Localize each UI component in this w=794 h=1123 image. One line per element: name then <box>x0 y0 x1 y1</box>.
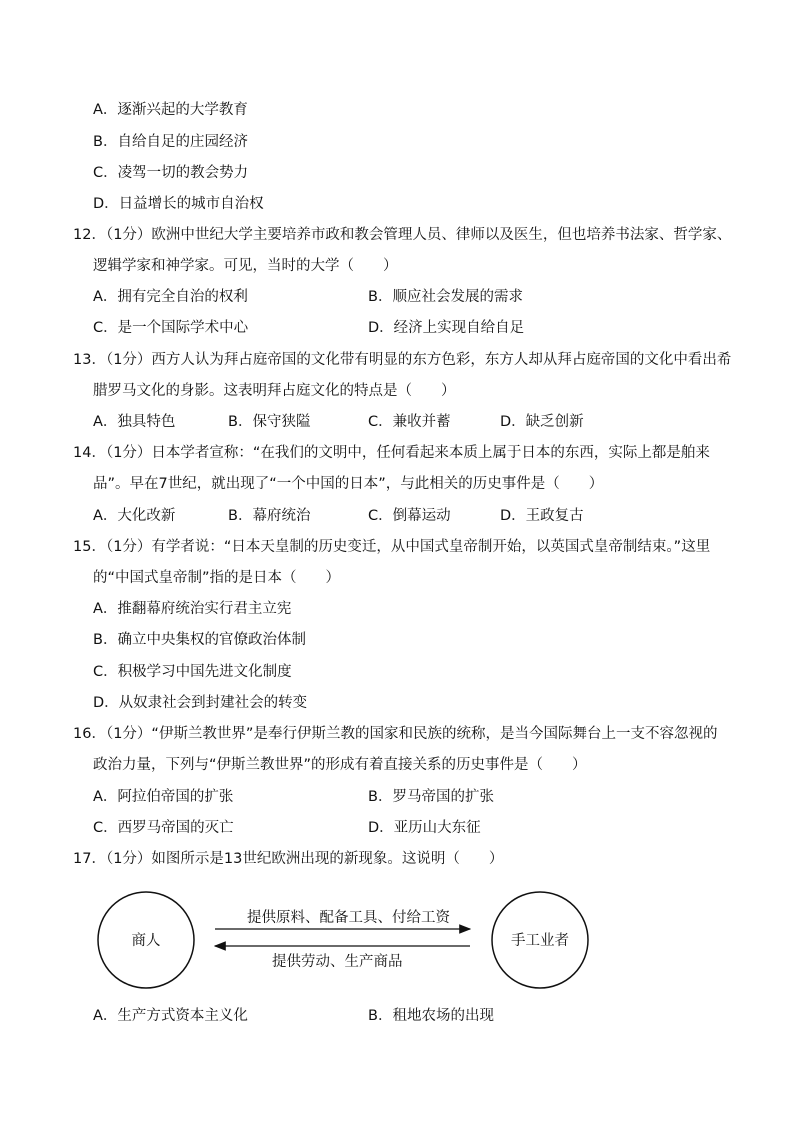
q12-stem-line1: 12．（1分）欧洲中世纪大学主要培养市政和教会管理人员、律师以及医生，但也培养书法家、哲学家、 <box>73 227 732 243</box>
q15-option-a: A．推翻幕府统治实行君主立宪 <box>93 601 292 617</box>
artisan-label: 手工业者 <box>511 933 569 949</box>
q16-option-a: A．阿拉伯帝国的扩张 <box>93 789 234 805</box>
q11-option-d: D．日益增长的城市自治权 <box>93 196 264 212</box>
merchant-label: 商人 <box>131 933 161 949</box>
top-arrow-label: 提供原料、配备工具、付给工资 <box>247 910 450 926</box>
q12-option-a: A．拥有完全自治的权利 <box>93 289 248 305</box>
q17-option-a: A．生产方式资本主义化 <box>93 1008 248 1024</box>
q15-option-c: C．积极学习中国先进文化制度 <box>93 664 292 680</box>
q16-stem-line2: 政治力量，下列与“伊斯兰教世界”的形成有着直接关系的历史事件是（ ） <box>93 757 587 773</box>
q14-option-c: C．倒幕运动 <box>368 508 451 524</box>
merchant-circle <box>98 892 194 988</box>
q13-stem-line1: 13．（1分）西方人认为拜占庭帝国的文化带有明显的东方色彩，东方人却从拜占庭帝国的文化中看出希 <box>73 352 732 368</box>
q15-option-d: D．从奴隶社会到封建社会的转变 <box>93 695 308 711</box>
q13-option-b: B．保守狭隘 <box>228 414 311 430</box>
q16-option-b: B．罗马帝国的扩张 <box>368 789 494 805</box>
q13-option-c: C．兼收并蓄 <box>368 414 451 430</box>
q12-option-d: D．经济上实现自给自足 <box>368 320 525 336</box>
q15-stem-line2: 的“中国式皇帝制”指的是日本（ ） <box>93 570 341 586</box>
q12-option-c: C．是一个国际学术中心 <box>93 320 249 336</box>
q11-option-c: C．凌驾一切的教会势力 <box>93 165 249 181</box>
q15-stem-line1: 15．（1分）有学者说：“日本天皇制的历史变迁，从中国式皇帝制开始，以英国式皇帝制结束。”这里 <box>73 539 711 555</box>
q15-option-b: B．确立中央集权的官僚政治体制 <box>93 632 306 648</box>
q13-option-a: A．独具特色 <box>93 414 176 430</box>
artisan-circle <box>492 892 588 988</box>
q14-option-d: D．王政复古 <box>500 508 584 524</box>
q16-option-c: C．西罗马帝国的灭亡 <box>93 820 234 836</box>
q16-option-d: D．亚历山大东征 <box>368 820 481 836</box>
q14-stem-line1: 14．（1分）日本学者宣称：“在我们的文明中，任何看起来本质上属于日本的东西，实际上都是舶来 <box>73 445 710 461</box>
bottom-arrow-label: 提供劳动、生产商品 <box>272 954 403 970</box>
q11-option-b: B．自给自足的庄园经济 <box>93 134 248 150</box>
q14-option-a: A．大化改新 <box>93 508 176 524</box>
q12-stem-line2: 逻辑学家和神学家。可见，当时的大学（ ） <box>93 258 398 274</box>
q17-option-b: B．租地农场的出现 <box>368 1008 494 1024</box>
q11-option-a: A．逐渐兴起的大学教育 <box>93 102 248 118</box>
q14-stem-line2: 品”。早在7世纪，就出现了“一个中国的日本”，与此相关的历史事件是（ ） <box>93 476 604 492</box>
q13-stem-line2: 腊罗马文化的身影。这表明拜占庭文化的特点是（ ） <box>93 383 456 399</box>
q17-stem-line1: 17．（1分）如图所示是13世纪欧洲出现的新现象。这说明（ ） <box>73 851 504 867</box>
q16-stem-line1: 16．（1分）“伊斯兰教世界”是奉行伊斯兰教的国家和民族的统称，是当今国际舞台上一支不容忽视的 <box>73 726 718 742</box>
q12-option-b: B．顺应社会发展的需求 <box>368 289 523 305</box>
q13-option-d: D．缺乏创新 <box>500 414 584 430</box>
q14-option-b: B．幕府统治 <box>228 508 311 524</box>
